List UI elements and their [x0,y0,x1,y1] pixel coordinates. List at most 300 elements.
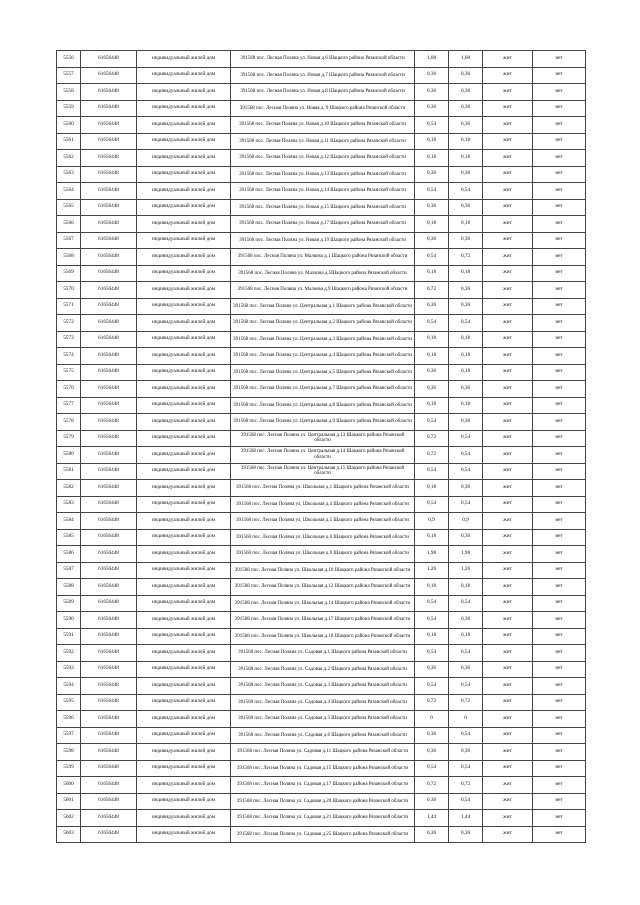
table-row [57,760,586,777]
area-living-cell: 0,54 [449,430,483,447]
object-type-cell: индивидуальный жилой дом [137,612,231,629]
row-number-cell: 5583 [57,496,81,513]
object-type-cell: индивидуальный жилой дом [137,447,231,464]
flag-cell: нет [533,381,586,398]
object-code-cell: 61656448 [81,414,137,431]
address-cell: 391568 пос. Лесная Поляна ул. Школьная д.9 Шацкого района Рязанской области [231,546,415,563]
purpose-cell: жит [483,579,533,596]
table-row [57,381,586,398]
table-row [57,513,586,530]
address-cell: 391568 пос. Лесная Поляна ул. Школьная д.4 Шацкого района Рязанской области [231,496,415,513]
area-living-cell: 0,72 [449,694,483,711]
address-cell: 391568 пос. Лесная Поляна ул. Центральная д.7 Шацкого района Рязанской области [231,381,415,398]
purpose-cell: жит [483,447,533,464]
table-row [57,282,586,299]
purpose-cell: жит [483,529,533,546]
object-type-cell: индивидуальный жилой дом [137,496,231,513]
object-type-cell: индивидуальный жилой дом [137,265,231,282]
area-living-cell: 0,36 [449,414,483,431]
address-cell: 391568 пос. Лесная Поляна ул. Малкова д.9 Шацкого района Рязанской области [231,282,415,299]
purpose-cell: жит [483,315,533,332]
area-total-cell: 0,9 [415,513,449,530]
address-cell: 391568 пос. Лесная Поляна ул. Новая д.8 Шацкого района Рязанской области [231,84,415,101]
object-type-cell: индивидуальный жилой дом [137,579,231,596]
purpose-cell: жит [483,166,533,183]
area-total-cell: 0,54 [415,645,449,662]
flag-cell: нет [533,661,586,678]
purpose-cell: жит [483,183,533,200]
object-code-cell: 61656448 [81,595,137,612]
object-type-cell: индивидуальный жилой дом [137,810,231,827]
registry-table [56,50,586,843]
purpose-cell: жит [483,331,533,348]
table-row [57,331,586,348]
area-total-cell: 0,54 [415,760,449,777]
area-living-cell: 0,54 [449,315,483,332]
object-code-cell: 61656448 [81,381,137,398]
area-living-cell: 0,36 [449,529,483,546]
purpose-cell: жит [483,711,533,728]
table-row [57,529,586,546]
flag-cell: нет [533,480,586,497]
area-living-cell: 0,18 [449,348,483,365]
object-code-cell: 61656448 [81,249,137,266]
object-code-cell: 61656448 [81,463,137,480]
row-number-cell: 5564 [57,183,81,200]
address-cell: 391568 пос. Лесная Поляна ул. Центральная д.5 Шацкого района Рязанской области [231,364,415,381]
purpose-cell: жит [483,595,533,612]
area-total-cell: 0,36 [415,100,449,117]
area-total-cell: 0,18 [415,216,449,233]
row-number-cell: 5589 [57,595,81,612]
object-code-cell: 61656448 [81,661,137,678]
object-code-cell: 61656448 [81,216,137,233]
row-number-cell: 5557 [57,67,81,84]
address-cell: 391568 пос. Лесная Поляна ул. Школьная д.1 Шацкого района Рязанской области [231,480,415,497]
object-code-cell: 61656448 [81,117,137,134]
flag-cell: нет [533,100,586,117]
table-row [57,298,586,315]
area-living-cell: 0,54 [449,183,483,200]
row-number-cell: 5567 [57,232,81,249]
area-living-cell: 1,98 [449,546,483,563]
flag-cell: нет [533,67,586,84]
address-cell: 391568 пос. Лесная Поляна ул. Центральная д.8 Шацкого района Рязанской области [231,397,415,414]
row-number-cell: 5576 [57,381,81,398]
object-type-cell: индивидуальный жилой дом [137,397,231,414]
address-cell: 391568 пос. Лесная Поляна ул. Центральная д.3 Шацкого района Рязанской области [231,331,415,348]
table-row [57,744,586,761]
area-living-cell: 0,54 [449,645,483,662]
area-living-cell: 0,36 [449,117,483,134]
flag-cell: нет [533,414,586,431]
area-total-cell: 0,18 [415,133,449,150]
address-cell: 391568 пос. Лесная Поляна ул. Новая д.10 Шацкого района Рязанской области [231,117,415,134]
area-total-cell: 0,18 [415,579,449,596]
object-code-cell: 61656448 [81,150,137,167]
flag-cell: нет [533,727,586,744]
row-number-cell: 5596 [57,711,81,728]
address-cell: 391568 пос. Лесная Поляна ул. Новая д.17 Шацкого района Рязанской области [231,216,415,233]
object-type-cell: индивидуальный жилой дом [137,381,231,398]
object-code-cell: 61656448 [81,760,137,777]
object-type-cell: индивидуальный жилой дом [137,364,231,381]
purpose-cell: жит [483,826,533,843]
object-type-cell: индивидуальный жилой дом [137,216,231,233]
address-cell: 391568 пос. Лесная Поляна ул. Школьная д.14 Шацкого района Рязанской области [231,595,415,612]
address-cell: 391568 пос. Лесная Поляна ул. Центральная д.13 Шацкого района Рязанской области [231,430,415,447]
row-number-cell: 5591 [57,628,81,645]
object-code-cell: 61656448 [81,397,137,414]
area-living-cell: 0,36 [449,67,483,84]
area-total-cell: 0,36 [415,826,449,843]
area-living-cell: 0,36 [449,199,483,216]
flag-cell: нет [533,513,586,530]
object-code-cell: 61656448 [81,529,137,546]
area-total-cell: 0,36 [415,232,449,249]
table-row [57,777,586,794]
area-total-cell: 0,72 [415,430,449,447]
area-total-cell: 0,36 [415,661,449,678]
area-total-cell: 0,36 [415,727,449,744]
area-living-cell: 1,26 [449,562,483,579]
address-cell: 391568 пос. Лесная Поляна ул. Новая д.13 Шацкого района Рязанской области [231,166,415,183]
area-total-cell: 0,36 [415,67,449,84]
address-cell: 391568 пос. Лесная Поляна ул. Центральная д.1 Шацкого района Рязанской области [231,298,415,315]
row-number-cell: 5586 [57,546,81,563]
purpose-cell: жит [483,678,533,695]
area-living-cell: 0,36 [449,826,483,843]
area-total-cell: 0 [415,711,449,728]
purpose-cell: жит [483,348,533,365]
row-number-cell: 5563 [57,166,81,183]
flag-cell: нет [533,496,586,513]
object-code-cell: 61656448 [81,447,137,464]
table-row [57,595,586,612]
table-row [57,546,586,563]
table-row [57,711,586,728]
purpose-cell: жит [483,645,533,662]
purpose-cell: жит [483,496,533,513]
flag-cell: нет [533,166,586,183]
purpose-cell: жит [483,694,533,711]
row-number-cell: 5593 [57,661,81,678]
object-type-cell: индивидуальный жилой дом [137,84,231,101]
object-type-cell: индивидуальный жилой дом [137,133,231,150]
row-number-cell: 5566 [57,216,81,233]
purpose-cell: жит [483,150,533,167]
object-code-cell: 61656448 [81,793,137,810]
purpose-cell: жит [483,282,533,299]
area-total-cell: 1,26 [415,562,449,579]
row-number-cell: 5598 [57,744,81,761]
area-total-cell: 0,72 [415,282,449,299]
table-row [57,100,586,117]
area-living-cell: 0,9 [449,513,483,530]
area-living-cell: 0,36 [449,100,483,117]
table-row [57,84,586,101]
row-number-cell: 5599 [57,760,81,777]
address-cell: 391568 пос. Лесная Поляна ул. Школьная д.6 Шацкого района Рязанской области [231,529,415,546]
flag-cell: нет [533,447,586,464]
area-living-cell: 0,36 [449,744,483,761]
row-number-cell: 5584 [57,513,81,530]
object-type-cell: индивидуальный жилой дом [137,628,231,645]
address-cell: 391568 пос. Лесная Поляна ул. Садовая д.3 Шацкого района Рязанской области [231,678,415,695]
object-code-cell: 61656448 [81,810,137,827]
row-number-cell: 5580 [57,447,81,464]
flag-cell: нет [533,793,586,810]
purpose-cell: жит [483,199,533,216]
object-type-cell: индивидуальный жилой дом [137,711,231,728]
table-row [57,183,586,200]
object-code-cell: 61656448 [81,166,137,183]
address-cell: 391568 пос. Лесная Поляна ул. Садовая д.21 Шацкого района Рязанской области [231,810,415,827]
purpose-cell: жит [483,744,533,761]
row-number-cell: 5585 [57,529,81,546]
flag-cell: нет [533,249,586,266]
table-row [57,579,586,596]
flag-cell: нет [533,150,586,167]
row-number-cell: 5568 [57,249,81,266]
area-living-cell: 0,54 [449,595,483,612]
address-cell: 391568 пос. Лесная Поляна ул. Школьная д.17 Шацкого района Рязанской области [231,612,415,629]
table-row [57,117,586,134]
object-code-cell: 61656448 [81,51,137,68]
object-type-cell: индивидуальный жилой дом [137,315,231,332]
purpose-cell: жит [483,661,533,678]
flag-cell: нет [533,678,586,695]
object-type-cell: индивидуальный жилой дом [137,348,231,365]
address-cell: 391568 пос. Лесная Поляна ул. Центральная д.9 Шацкого района Рязанской области [231,414,415,431]
object-code-cell: 61656448 [81,562,137,579]
object-code-cell: 61656448 [81,826,137,843]
flag-cell: нет [533,546,586,563]
address-cell: 391568 пос. Лесная Поляна ул. Садовая д.15 Шацкого района Рязанской области [231,760,415,777]
area-total-cell: 0,54 [415,414,449,431]
table-row [57,562,586,579]
area-living-cell: 0,36 [449,480,483,497]
purpose-cell: жит [483,117,533,134]
row-number-cell: 5560 [57,117,81,134]
flag-cell: нет [533,579,586,596]
address-cell: 391568 пос. Лесная Поляна ул. Садовая д.1 Шацкого района Рязанской области [231,645,415,662]
area-total-cell: 0,72 [415,777,449,794]
row-number-cell: 5572 [57,315,81,332]
object-code-cell: 61656448 [81,612,137,629]
area-living-cell: 0,18 [449,265,483,282]
purpose-cell: жит [483,133,533,150]
row-number-cell: 5574 [57,348,81,365]
area-living-cell: 0,18 [449,216,483,233]
object-type-cell: индивидуальный жилой дом [137,694,231,711]
object-code-cell: 61656448 [81,84,137,101]
table-row [57,166,586,183]
row-number-cell: 5587 [57,562,81,579]
area-living-cell: 0,72 [449,249,483,266]
purpose-cell: жит [483,463,533,480]
row-number-cell: 5556 [57,51,81,68]
flag-cell: нет [533,810,586,827]
row-number-cell: 5565 [57,199,81,216]
table-row [57,348,586,365]
purpose-cell: жит [483,216,533,233]
area-total-cell: 0,18 [415,628,449,645]
address-cell: 391568 пос. Лесная Поляна ул. Новая д.12 Шацкого района Рязанской области [231,150,415,167]
table-row [57,826,586,843]
object-code-cell: 61656448 [81,480,137,497]
area-total-cell: 0,18 [415,397,449,414]
table-row [57,133,586,150]
object-type-cell: индивидуальный жилой дом [137,166,231,183]
address-cell: 391568 пос. Лесная Поляна ул. Центральная д.14 Шацкого района Рязанской области [231,447,415,464]
table-row [57,793,586,810]
object-code-cell: 61656448 [81,727,137,744]
address-cell: 391568 пос. Лесная Поляна ул. Садовая д.2 Шацкого района Рязанской области [231,661,415,678]
row-number-cell: 5592 [57,645,81,662]
object-type-cell: индивидуальный жилой дом [137,117,231,134]
purpose-cell: жит [483,249,533,266]
object-type-cell: индивидуальный жилой дом [137,249,231,266]
purpose-cell: жит [483,793,533,810]
address-cell: 391568 пос. Лесная Поляна ул. Садовая д.11 Шацкого района Рязанской области [231,744,415,761]
area-total-cell: 0,54 [415,612,449,629]
area-total-cell: 0,54 [415,463,449,480]
area-living-cell: 0,36 [449,166,483,183]
row-number-cell: 5577 [57,397,81,414]
address-cell: 391568 пос. Лесная Поляна ул. Центральная д.2 Шацкого района Рязанской области [231,315,415,332]
row-number-cell: 5569 [57,265,81,282]
object-code-cell: 61656448 [81,331,137,348]
area-total-cell: 0,18 [415,480,449,497]
area-living-cell: 0,54 [449,760,483,777]
area-total-cell: 0,54 [415,496,449,513]
flag-cell: нет [533,183,586,200]
registry-table-body [57,51,586,843]
object-type-cell: индивидуальный жилой дом [137,529,231,546]
address-cell: 391568 пос. Лесная Поляна ул. Школьная д.10 Шацкого района Рязанской области [231,562,415,579]
area-living-cell: 0,18 [449,133,483,150]
object-type-cell: индивидуальный жилой дом [137,414,231,431]
area-total-cell: 0,18 [415,348,449,365]
object-code-cell: 61656448 [81,430,137,447]
area-total-cell: 0,36 [415,298,449,315]
area-living-cell: 0,36 [449,232,483,249]
area-living-cell: 0,54 [449,496,483,513]
object-code-cell: 61656448 [81,133,137,150]
address-cell: 391568 пос. Лесная Поляна ул. Новая д.7 Шацкого района Рязанской области [231,67,415,84]
area-living-cell: 0,18 [449,579,483,596]
row-number-cell: 5601 [57,793,81,810]
row-number-cell: 5573 [57,331,81,348]
object-type-cell: индивидуальный жилой дом [137,546,231,563]
table-row [57,678,586,695]
area-total-cell: 0,18 [415,331,449,348]
flag-cell: нет [533,51,586,68]
area-total-cell: 0,54 [415,315,449,332]
purpose-cell: жит [483,67,533,84]
purpose-cell: жит [483,612,533,629]
area-living-cell: 0,18 [449,150,483,167]
object-type-cell: индивидуальный жилой дом [137,67,231,84]
flag-cell: нет [533,645,586,662]
area-total-cell: 0,54 [415,678,449,695]
row-number-cell: 5561 [57,133,81,150]
table-row [57,364,586,381]
purpose-cell: жит [483,777,533,794]
address-cell: 391568 пос. Лесная Поляна ул. Новая д.19 Шацкого района Рязанской области [231,232,415,249]
flag-cell: нет [533,397,586,414]
object-type-cell: индивидуальный жилой дом [137,282,231,299]
address-cell: 391568 пос. Лесная Поляна ул. Центральная д.15 Шацкого района Рязанской области [231,463,415,480]
object-code-cell: 61656448 [81,232,137,249]
object-code-cell: 61656448 [81,183,137,200]
flag-cell: нет [533,331,586,348]
table-row [57,810,586,827]
row-number-cell: 5602 [57,810,81,827]
table-row [57,265,586,282]
flag-cell: нет [533,282,586,299]
area-total-cell: 0,18 [415,150,449,167]
table-row [57,612,586,629]
object-type-cell: индивидуальный жилой дом [137,760,231,777]
area-total-cell: 0,54 [415,595,449,612]
row-number-cell: 5578 [57,414,81,431]
table-row [57,315,586,332]
row-number-cell: 5597 [57,727,81,744]
row-number-cell: 5582 [57,480,81,497]
area-total-cell: 0,36 [415,381,449,398]
object-type-cell: индивидуальный жилой дом [137,480,231,497]
object-code-cell: 61656448 [81,711,137,728]
object-type-cell: индивидуальный жилой дом [137,463,231,480]
purpose-cell: жит [483,562,533,579]
object-type-cell: индивидуальный жилой дом [137,183,231,200]
area-total-cell: 1,98 [415,546,449,563]
table-row [57,232,586,249]
row-number-cell: 5600 [57,777,81,794]
address-cell: 391568 пос. Лесная Поляна ул. Садовая д.5 Шацкого района Рязанской области [231,711,415,728]
address-cell: 391568 пос. Лесная Поляна ул. Новая д.14 Шацкого района Рязанской области [231,183,415,200]
flag-cell: нет [533,826,586,843]
row-number-cell: 5570 [57,282,81,299]
table-row [57,199,586,216]
object-type-cell: индивидуальный жилой дом [137,562,231,579]
address-cell: 391568 пос. Лесная Поляна ул. Садовая д.6 Шацкого района Рязанской области [231,727,415,744]
row-number-cell: 5579 [57,430,81,447]
object-type-cell: индивидуальный жилой дом [137,513,231,530]
row-number-cell: 5595 [57,694,81,711]
object-type-cell: индивидуальный жилой дом [137,661,231,678]
area-total-cell: 0,54 [415,117,449,134]
area-living-cell: 0,18 [449,364,483,381]
table-row [57,414,586,431]
flag-cell: нет [533,711,586,728]
table-row [57,463,586,480]
purpose-cell: жит [483,513,533,530]
row-number-cell: 5594 [57,678,81,695]
flag-cell: нет [533,315,586,332]
flag-cell: нет [533,612,586,629]
object-type-cell: индивидуальный жилой дом [137,298,231,315]
object-type-cell: индивидуальный жилой дом [137,826,231,843]
purpose-cell: жит [483,546,533,563]
row-number-cell: 5559 [57,100,81,117]
purpose-cell: жит [483,100,533,117]
purpose-cell: жит [483,430,533,447]
area-living-cell: 0,54 [449,447,483,464]
area-living-cell: 1,08 [449,51,483,68]
